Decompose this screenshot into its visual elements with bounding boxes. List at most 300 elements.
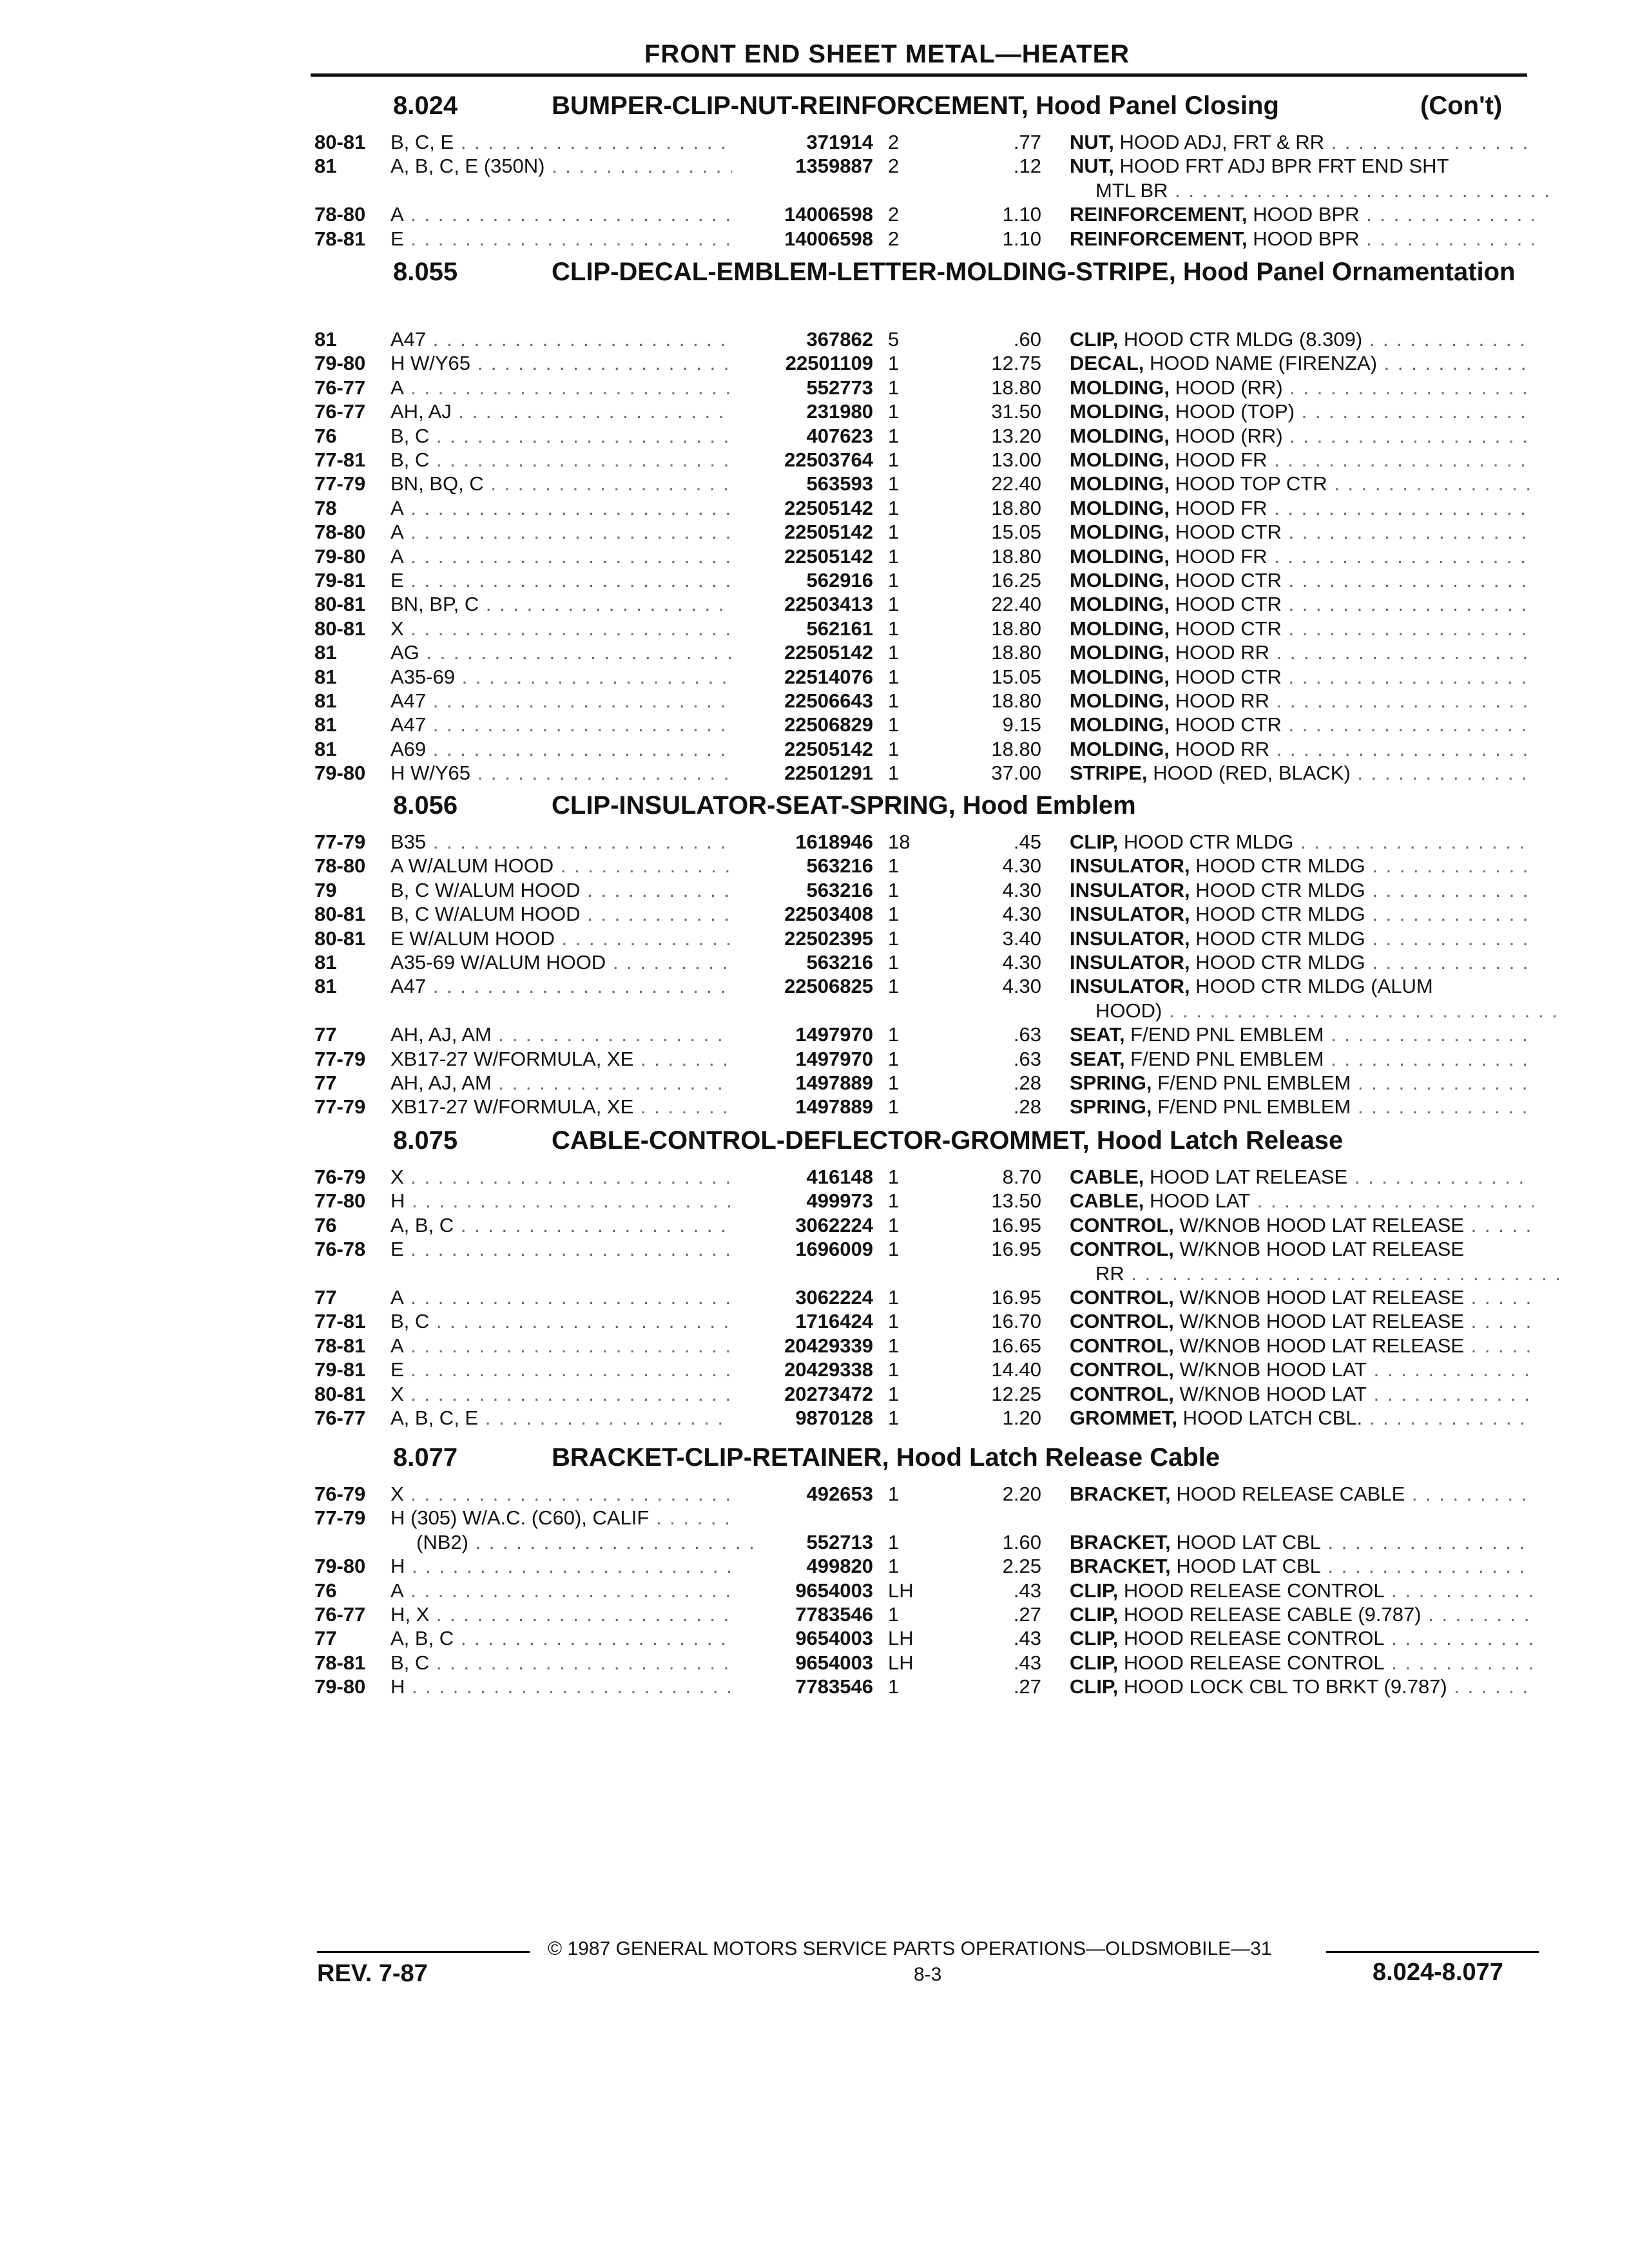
description-noun: MOLDING, xyxy=(1070,425,1170,447)
table-row xyxy=(0,376,1629,399)
description-noun: CONTROL, xyxy=(1070,1358,1174,1381)
description xyxy=(1070,1095,1534,1119)
model-years: 77-79 xyxy=(314,1506,366,1529)
application: X . . . xyxy=(390,1382,732,1406)
quantity: 5 xyxy=(888,328,900,351)
model-years: 80-81 xyxy=(314,593,366,615)
price: 9.15 xyxy=(1002,713,1041,736)
description-noun: MOLDING, xyxy=(1070,400,1170,423)
model-years: 80-81 xyxy=(314,903,366,925)
quantity: 1 xyxy=(888,1214,900,1236)
price: 31.50 xyxy=(991,400,1041,423)
part-number: 367862 xyxy=(806,328,873,351)
application: A35-69 W/ALUM HOOD . . . xyxy=(390,950,732,974)
table-row xyxy=(0,1189,1629,1213)
description-text: W/KNOB HOOD LAT xyxy=(1173,1383,1367,1405)
part-number: 22505142 xyxy=(784,738,873,760)
model-years: 77-80 xyxy=(314,1189,366,1212)
description-text: HOOD CTR MLDG xyxy=(1190,951,1365,974)
description xyxy=(1070,327,1534,351)
price: 4.30 xyxy=(1002,879,1041,901)
description xyxy=(1070,1406,1534,1430)
quantity: 1 xyxy=(888,903,900,925)
table-row xyxy=(0,1071,1629,1095)
part-number: 563216 xyxy=(806,854,873,877)
application: A, B, C, E . . . xyxy=(390,1406,732,1430)
part-number: 1497970 xyxy=(795,1023,873,1046)
part-number: 22506829 xyxy=(784,713,873,736)
description-noun: GROMMET, xyxy=(1070,1407,1178,1429)
part-number: 22505142 xyxy=(784,497,873,519)
application: XB17-27 W/FORMULA, XE . . . xyxy=(390,1095,732,1119)
application: B, C . . . xyxy=(390,1651,732,1675)
application: A47 . . . xyxy=(390,974,732,998)
price: 16.95 xyxy=(991,1238,1041,1260)
description-text: HOOD CTR MLDG (8.309) xyxy=(1118,328,1363,351)
description xyxy=(1070,496,1534,520)
quantity: 2 xyxy=(888,155,900,177)
section-number: 8.077 xyxy=(393,1443,458,1472)
table-row xyxy=(0,927,1629,950)
application: B, C W/ALUM HOOD . . . xyxy=(390,878,732,902)
description xyxy=(1070,1530,1534,1554)
quantity: 1 xyxy=(888,854,900,877)
description-text: HOOD BPR xyxy=(1247,203,1360,226)
part-number: 492653 xyxy=(806,1483,873,1505)
application: BN, BP, C . . . xyxy=(390,592,732,616)
model-years: 81 xyxy=(314,155,337,177)
part-number: 563216 xyxy=(806,951,873,974)
price: 1.20 xyxy=(1002,1407,1041,1429)
part-number: 22503413 xyxy=(784,593,873,615)
table-row xyxy=(0,1285,1629,1309)
description xyxy=(1070,1237,1534,1261)
price: 15.05 xyxy=(991,666,1041,688)
footer-section-range: 8.024-8.077 xyxy=(1373,1959,1503,1986)
model-years: 76 xyxy=(314,425,337,447)
part-number: 3062224 xyxy=(795,1286,873,1309)
description-text: F/END PNL EMBLEM xyxy=(1152,1095,1351,1118)
description-text: HOOD CTR MLDG xyxy=(1190,927,1365,950)
description-noun: INSULATOR, xyxy=(1070,903,1190,925)
description-noun: MOLDING, xyxy=(1070,376,1170,399)
application: BN, BQ, C . . . xyxy=(390,472,732,495)
price: .27 xyxy=(1013,1603,1041,1626)
description-text: HOOD FR xyxy=(1170,545,1268,568)
description xyxy=(1070,1382,1534,1406)
quantity: 1 xyxy=(888,975,900,997)
description-noun: REINFORCEMENT, xyxy=(1070,203,1248,226)
description-text: F/END PNL EMBLEM xyxy=(1152,1072,1351,1094)
quantity: 1 xyxy=(888,1072,900,1094)
part-number: 9654003 xyxy=(795,1651,873,1674)
description xyxy=(1070,154,1534,178)
description-noun: MOLDING, xyxy=(1070,641,1170,664)
model-years: 76-79 xyxy=(314,1166,366,1188)
description-text: HOOD LATCH CBL. xyxy=(1177,1407,1363,1429)
price: .60 xyxy=(1013,328,1041,351)
description-text: HOOD RR xyxy=(1170,641,1269,664)
price: 1.10 xyxy=(1002,227,1041,250)
table-row xyxy=(0,424,1629,448)
table-row xyxy=(0,1213,1629,1237)
description-noun: INSULATOR, xyxy=(1070,975,1190,997)
application: E . . . xyxy=(390,1358,732,1381)
description-text: HOOD ADJ, FRT & RR xyxy=(1113,131,1325,153)
description-text: W/KNOB HOOD LAT RELEASE xyxy=(1173,1286,1465,1309)
description-continued-row xyxy=(0,178,1629,202)
part-number: 22505142 xyxy=(784,641,873,664)
part-number: 22501109 xyxy=(785,352,873,374)
model-years: 77-81 xyxy=(314,448,366,471)
part-number: 14006598 xyxy=(784,227,873,250)
price: .63 xyxy=(1013,1023,1041,1046)
model-years: 78-80 xyxy=(314,203,366,226)
price: 16.95 xyxy=(991,1286,1041,1309)
part-number: 22506643 xyxy=(784,689,873,712)
price: 12.25 xyxy=(991,1383,1041,1405)
description-text: HOOD LAT RELEASE xyxy=(1144,1166,1348,1188)
application: AH, AJ, AM . . . xyxy=(390,1071,732,1095)
application: X . . . xyxy=(390,1482,732,1506)
description xyxy=(1070,448,1534,472)
quantity: 1 xyxy=(888,713,900,736)
description-noun: DECAL, xyxy=(1070,352,1144,374)
description-text: HOOD RELEASE CONTROL xyxy=(1118,1579,1385,1602)
price: 16.25 xyxy=(991,569,1041,591)
part-number: 22503408 xyxy=(784,903,873,925)
application: B, C W/ALUM HOOD . . . xyxy=(390,902,732,926)
table-row xyxy=(0,592,1629,616)
description-noun: CABLE, xyxy=(1070,1189,1144,1212)
table-row xyxy=(0,154,1629,178)
part-number: 7783546 xyxy=(795,1603,873,1626)
description-noun: CLIP, xyxy=(1070,1627,1119,1649)
description-text: HOOD CTR MLDG (ALUM xyxy=(1190,975,1433,997)
application: AH, AJ, AM . . . xyxy=(390,1023,732,1046)
part-number: 1497889 xyxy=(795,1072,873,1094)
table-row xyxy=(0,520,1629,544)
part-number: 22502395 xyxy=(784,927,873,950)
table-row xyxy=(0,617,1629,640)
model-years: 80-81 xyxy=(314,1383,366,1405)
table-row xyxy=(0,448,1629,472)
description xyxy=(1070,202,1534,226)
description xyxy=(1070,1358,1534,1381)
description-noun: REINFORCEMENT, xyxy=(1070,227,1248,250)
quantity: 1 xyxy=(888,1407,900,1429)
part-number: 499820 xyxy=(806,1555,873,1577)
quantity: 1 xyxy=(888,1383,900,1405)
description xyxy=(1070,854,1534,878)
price: .27 xyxy=(1013,1675,1041,1698)
description-text: HOOD (RR) xyxy=(1170,376,1283,399)
table-row xyxy=(0,665,1629,689)
description-noun: MOLDING, xyxy=(1070,593,1170,615)
description-text: HOOD NAME (FIRENZA) xyxy=(1144,352,1378,374)
table-row xyxy=(0,130,1629,154)
quantity: 1 xyxy=(888,376,900,399)
table-row xyxy=(0,1675,1629,1698)
description-noun: CONTROL, xyxy=(1070,1383,1174,1405)
application: E W/ALUM HOOD . . . xyxy=(390,927,732,950)
description xyxy=(1070,1071,1534,1095)
model-years: 77-79 xyxy=(314,1048,366,1070)
description-text: HOOD (RED, BLACK) xyxy=(1147,762,1351,784)
quantity: 1 xyxy=(888,448,900,471)
quantity: 1 xyxy=(888,879,900,901)
description xyxy=(1070,472,1534,495)
table-row xyxy=(0,1358,1629,1381)
description-text: HOOD LAT xyxy=(1144,1189,1251,1212)
quantity: 1 xyxy=(888,352,900,374)
price: 4.30 xyxy=(1002,903,1041,925)
model-years: 77 xyxy=(314,1286,337,1309)
description xyxy=(1070,399,1534,423)
description-continued: HOOD) . . . xyxy=(1095,999,1559,1023)
application: A, B, C . . . xyxy=(390,1626,732,1650)
price: 13.20 xyxy=(991,425,1041,447)
price: .43 xyxy=(1013,1651,1041,1674)
application: A . . . xyxy=(390,1334,732,1358)
price: 4.30 xyxy=(1002,951,1041,974)
table-row xyxy=(0,1602,1629,1626)
table-row xyxy=(0,640,1629,664)
part-number: 1716424 xyxy=(795,1310,873,1332)
part-number: 1497970 xyxy=(795,1048,873,1070)
application: B, C . . . xyxy=(390,1309,732,1333)
quantity: 1 xyxy=(888,569,900,591)
table-row xyxy=(0,327,1629,351)
quantity: 1 xyxy=(888,666,900,688)
price: 18.80 xyxy=(991,545,1041,568)
section-title: CLIP-DECAL-EMBLEM-LETTER-MOLDING-STRIPE, Hood Panel Ornamentation xyxy=(552,258,1516,286)
table-row xyxy=(0,950,1629,974)
footer-page-number: 8-3 xyxy=(914,1964,942,1985)
table-row xyxy=(0,1095,1629,1119)
application: XB17-27 W/FORMULA, XE . . . xyxy=(390,1047,732,1071)
section-title: CABLE-CONTROL-DEFLECTOR-GROMMET, Hood Latch Release xyxy=(552,1126,1344,1155)
quantity: LH xyxy=(888,1579,914,1602)
part-number: 1497889 xyxy=(795,1095,873,1118)
application: H W/Y65 . . . xyxy=(390,351,732,375)
price: 1.60 xyxy=(1002,1531,1041,1553)
description-text: HOOD LOCK CBL TO BRKT (9.787) xyxy=(1118,1675,1447,1698)
description xyxy=(1070,761,1534,785)
description-text: W/KNOB HOOD LAT RELEASE xyxy=(1173,1334,1465,1357)
table-row xyxy=(0,1506,1629,1530)
description-text: HOOD CTR xyxy=(1170,713,1282,736)
model-years: 77 xyxy=(314,1627,337,1649)
application: X . . . xyxy=(390,1165,732,1189)
application: B, C . . . xyxy=(390,424,732,448)
quantity: 1 xyxy=(888,951,900,974)
description xyxy=(1070,1165,1534,1189)
description-text: HOOD TOP CTR xyxy=(1170,472,1327,495)
model-years: 80-81 xyxy=(314,131,366,153)
quantity: 1 xyxy=(888,1048,900,1070)
model-years: 81 xyxy=(314,666,337,688)
description-noun: MOLDING, xyxy=(1070,521,1170,543)
description xyxy=(1070,1675,1534,1698)
application: AG . . . xyxy=(390,640,732,664)
description-text: F/END PNL EMBLEM xyxy=(1124,1023,1324,1046)
description-noun: INSULATOR, xyxy=(1070,927,1190,950)
model-years: 77-79 xyxy=(314,1095,366,1118)
description-noun: CLIP, xyxy=(1070,1579,1119,1602)
application: A . . . xyxy=(390,496,732,520)
table-row xyxy=(0,1334,1629,1358)
description xyxy=(1070,640,1534,664)
model-years: 81 xyxy=(314,738,337,760)
part-number: 407623 xyxy=(806,425,873,447)
description-text: W/KNOB HOOD LAT RELEASE xyxy=(1173,1238,1465,1260)
quantity: 1 xyxy=(888,1334,900,1357)
quantity: 1 xyxy=(888,425,900,447)
description-noun: MOLDING, xyxy=(1070,617,1170,640)
quantity: 1 xyxy=(888,1166,900,1188)
description-noun: CONTROL, xyxy=(1070,1238,1174,1260)
price: 16.65 xyxy=(991,1334,1041,1357)
section-number: 8.056 xyxy=(393,791,458,820)
application: B, C . . . xyxy=(390,448,732,472)
part-number: 499973 xyxy=(806,1189,873,1212)
description-text: W/KNOB HOOD LAT RELEASE xyxy=(1173,1214,1465,1236)
quantity: 1 xyxy=(888,641,900,664)
model-years: 81 xyxy=(314,689,337,712)
part-number: 416148 xyxy=(806,1166,873,1188)
table-row xyxy=(0,351,1629,375)
part-number: 9654003 xyxy=(795,1579,873,1602)
description-text: HOOD (RR) xyxy=(1170,425,1283,447)
model-years: 77-81 xyxy=(314,1310,366,1332)
table-row xyxy=(0,1237,1629,1261)
table-row xyxy=(0,1165,1629,1189)
description-noun: CLIP, xyxy=(1070,1651,1119,1674)
description-text: HOOD FR xyxy=(1170,448,1268,471)
application: B, C, E . . . xyxy=(390,130,732,154)
application: A, B, C, E (350N) . . . xyxy=(390,154,732,178)
model-years: 79-81 xyxy=(314,1358,366,1381)
table-row xyxy=(0,1651,1629,1675)
description-noun: CONTROL, xyxy=(1070,1334,1174,1357)
table-row xyxy=(0,902,1629,926)
application: E . . . xyxy=(390,1237,732,1261)
table-row xyxy=(0,737,1629,761)
description xyxy=(1070,1554,1534,1578)
table-row xyxy=(0,830,1629,854)
description-noun: CONTROL, xyxy=(1070,1286,1174,1309)
price: 12.75 xyxy=(991,352,1041,374)
table-row xyxy=(0,202,1629,226)
description-text: HOOD LAT CBL xyxy=(1170,1531,1321,1553)
description-text: HOOD RELEASE CABLE (9.787) xyxy=(1118,1603,1422,1626)
description-text: HOOD CTR MLDG xyxy=(1118,831,1294,853)
description-noun: INSULATOR, xyxy=(1070,951,1190,974)
description-noun: MOLDING, xyxy=(1070,448,1170,471)
table-row-continued xyxy=(0,1530,1629,1554)
description xyxy=(1070,1651,1534,1675)
footer-rule-left xyxy=(317,1951,530,1953)
price: 2.20 xyxy=(1002,1483,1041,1505)
description-noun: BRACKET, xyxy=(1070,1531,1171,1553)
description-continued-row xyxy=(0,999,1629,1023)
description xyxy=(1070,544,1534,568)
part-number: 1696009 xyxy=(795,1238,873,1260)
section-title: CLIP-INSULATOR-SEAT-SPRING, Hood Emblem xyxy=(552,791,1136,820)
table-row xyxy=(0,974,1629,998)
model-years: 81 xyxy=(314,975,337,997)
description-text: HOOD CTR xyxy=(1170,521,1282,543)
description xyxy=(1070,830,1534,854)
description xyxy=(1070,737,1534,761)
description-text: F/END PNL EMBLEM xyxy=(1124,1048,1324,1070)
price: .63 xyxy=(1013,1048,1041,1070)
section-title: BRACKET-CLIP-RETAINER, Hood Latch Release Cable xyxy=(552,1443,1220,1472)
section-number: 8.024 xyxy=(393,91,458,120)
description-noun: CLIP, xyxy=(1070,328,1119,351)
model-years: 81 xyxy=(314,641,337,664)
model-years: 76 xyxy=(314,1214,337,1236)
quantity: 1 xyxy=(888,1675,900,1698)
quantity: 1 xyxy=(888,1555,900,1577)
table-row xyxy=(0,568,1629,592)
part-number: 552713 xyxy=(806,1531,873,1553)
application: A47 . . . xyxy=(390,713,732,736)
application: A . . . xyxy=(390,520,732,544)
part-number: 22505142 xyxy=(784,521,873,543)
price: 4.30 xyxy=(1002,854,1041,877)
model-years: 80-81 xyxy=(314,927,366,950)
part-number: 231980 xyxy=(806,400,873,423)
model-years: 79-80 xyxy=(314,1555,366,1577)
description-text: HOOD CTR xyxy=(1170,593,1282,615)
description-text: HOOD CTR xyxy=(1170,666,1282,688)
description-noun: CONTROL, xyxy=(1070,1310,1174,1332)
application: E . . . xyxy=(390,568,732,592)
description xyxy=(1070,351,1534,375)
model-years: 80-81 xyxy=(314,617,366,640)
model-years: 79-80 xyxy=(314,352,366,374)
application: A47 . . . xyxy=(390,689,732,713)
application: H . . . xyxy=(390,1189,732,1213)
model-years: 79-81 xyxy=(314,569,366,591)
model-years: 78-81 xyxy=(314,1334,366,1357)
table-row xyxy=(0,1309,1629,1333)
price: 3.40 xyxy=(1002,927,1041,950)
part-number: 563593 xyxy=(806,472,873,495)
description xyxy=(1070,1309,1534,1333)
part-number: 371914 xyxy=(806,131,873,153)
description xyxy=(1070,227,1534,251)
price: 1.10 xyxy=(1002,203,1041,226)
model-years: 76 xyxy=(314,1579,337,1602)
model-years: 78-81 xyxy=(314,227,366,250)
quantity: 1 xyxy=(888,1531,900,1553)
description xyxy=(1070,689,1534,713)
description xyxy=(1070,376,1534,399)
model-years: 77-79 xyxy=(314,831,366,853)
description-noun: MOLDING, xyxy=(1070,497,1170,519)
description-noun: SEAT, xyxy=(1070,1048,1125,1070)
price: .43 xyxy=(1013,1627,1041,1649)
model-years: 76-77 xyxy=(314,400,366,423)
application-continued: (NB2) . . . xyxy=(416,1530,758,1554)
description xyxy=(1070,424,1534,448)
part-number: 22503764 xyxy=(784,448,873,471)
application: A . . . xyxy=(390,202,732,226)
table-row xyxy=(0,1554,1629,1578)
